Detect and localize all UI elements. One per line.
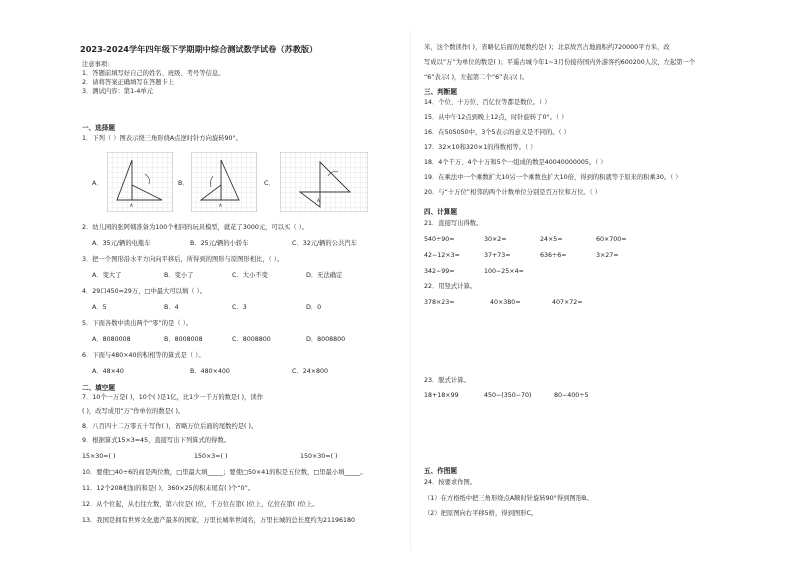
- q21-item: 100−25×4=: [484, 268, 524, 275]
- question-19: 19．在乘法中一个乘数扩大10另一个乘数也扩大10倍，得到的积就等于原来的积乘30。（ ）: [424, 174, 682, 181]
- q1-option-c: C．: [264, 180, 275, 187]
- q2-option-c: C．32元/辆的公共汽车: [292, 240, 357, 247]
- point-a-label: A: [317, 198, 320, 203]
- q22-item: 407×72=: [552, 299, 583, 306]
- q1-option-b: B．: [178, 180, 189, 187]
- q3-option-d: D．无法确定: [306, 272, 343, 279]
- q21-item: 3×27=: [596, 252, 619, 259]
- question-22: 22．用竖式计算。: [424, 283, 477, 290]
- question-3: 3．把一个图形沿水平方向向平移后，所得到的图形与原图形相比，（ ）。: [82, 256, 284, 263]
- q24-item-2: （2）把原图向右平移5格，得到图形C。: [424, 510, 538, 517]
- question-17: 17．32×10和320×1的得数相等。（ ）: [424, 144, 537, 151]
- question-24: 24．按要求作图。: [424, 479, 477, 486]
- question-5: 5．下面各数中读出两个“零”的是（ ）。: [82, 320, 193, 327]
- q1-grid-figure-c: [280, 152, 368, 212]
- question-13: 13．我国是拥有世界文化遗产最多的国家，万里长城举世闻名，万里长城的总长度约为21196180: [82, 517, 356, 524]
- point-a-label: A: [219, 203, 222, 208]
- q6-option-c: C．24×800: [292, 368, 329, 375]
- notes-heading: 注意事项：: [82, 61, 114, 68]
- question-23: 23．脱式计算。: [424, 377, 470, 384]
- question-13-cont-line3: “6”表示( )，左起第二个“6”表示( )。: [424, 74, 529, 81]
- question-6: 6．下面与480×40的积相等的算式是（ ）。: [82, 352, 205, 359]
- q9-item-3: 150×30=( ): [300, 453, 338, 460]
- q4-option-a: A．5: [92, 304, 107, 311]
- section-choice-heading: 一、选择题: [82, 124, 115, 132]
- q6-option-a: A．48×40: [92, 368, 124, 375]
- q1-grid-figure-b: [191, 152, 257, 212]
- question-18: 18．4个千万、4个十万和5个一组成的数是40040000005。（ ）: [424, 159, 607, 166]
- question-7-line2: ( )，改写成用“万”作单位的数是( )。: [82, 408, 185, 415]
- q2-option-a: A．35元/辆的电瓶车: [92, 240, 151, 247]
- note-item: 1．答题前填写好自己的姓名、班级、考号等信息。: [82, 70, 225, 77]
- q23-item: 18+18×99: [424, 392, 459, 399]
- q1-grid-figure-a: [107, 152, 173, 212]
- question-16: 16．在505050中，3个5表示的意义是不同的。（ ）: [424, 129, 570, 136]
- q21-item: 636÷6=: [540, 252, 567, 259]
- question-13-cont-line1: 米，这个数读作( )，省略亿后面的尾数约是( )；北京故宫占地面积约720000平方米，改: [424, 44, 670, 51]
- q22-item: 40×380=: [490, 299, 521, 306]
- question-21: 21．直接写出得数。: [424, 220, 483, 227]
- q9-item-2: 150×3=( ): [194, 453, 228, 460]
- q21-item: 60×700=: [596, 236, 627, 243]
- q5-option-a: A．8080008: [92, 336, 131, 343]
- point-a-label: A: [130, 203, 133, 208]
- q24-item-1: （1）在方格纸中把三角形绕点A顺时针旋转90°得到图形B。: [424, 495, 593, 502]
- section-draw-heading: 五、作图题: [424, 467, 457, 475]
- question-13-cont-line2: 写成以“万”为单位的数是( )；平遥古城今年1~3月份接待国内外游客约600200人次，左起第一个: [424, 59, 696, 66]
- note-item: 2．请将答案正确填写在答题卡上: [82, 79, 175, 86]
- q22-item: 378×23=: [424, 299, 455, 306]
- note-item: 3．测试内容：第1-4单元: [82, 88, 153, 95]
- question-11: 11．12个208相加的和是( )，360×25的积末尾有( )个“0”。: [82, 485, 255, 492]
- q21-item: 30×2=: [484, 236, 507, 243]
- question-20: 20．与“十万位”相邻的两个计数单位分别是百万位和万位。（ ）: [424, 189, 602, 196]
- column-divider: [410, 30, 411, 550]
- question-10: 10．要使□40÷6的商是两位数，□里最大填_____；要使□50×41的积是五位数，□里最小填_____。: [82, 469, 367, 476]
- q5-option-c: C．8008800: [232, 336, 271, 343]
- question-9: 9．根据算式15×3=45，直接写出下列算式的得数。: [82, 437, 230, 444]
- q4-option-c: C．3: [232, 304, 247, 311]
- question-1: 1．下列（ ）图表示绕三角形绕A点逆时针方向旋转90°。: [82, 135, 243, 142]
- q23-item: 80−400÷5: [554, 392, 589, 399]
- question-2: 2．幼儿园的张阿姨准备为100个相同的玩具模型，就花了3000元，可以买（ ）。: [82, 224, 309, 231]
- q21-item: 42−12×3=: [424, 252, 460, 259]
- q23-item: 450−(350−70): [484, 392, 532, 399]
- question-4: 4．29口450≈29万，□中最大可以填（ ）。: [82, 288, 206, 295]
- q3-option-c: C．大小不变: [232, 272, 268, 279]
- section-judge-heading: 三、判断题: [424, 88, 457, 96]
- q3-option-a: A．变大了: [92, 272, 122, 279]
- q21-item: 37+73=: [484, 252, 511, 259]
- q5-option-d: D．8008800: [306, 336, 346, 343]
- exam-title: 2023-2024学年四年级下学期期中综合测试数学试卷（苏教版）: [80, 44, 318, 54]
- question-8: 8．八百四十二万零五十写作( )，省略万位后面的尾数约是( )。: [82, 423, 258, 430]
- q9-item-1: 15×30=( ): [82, 453, 116, 460]
- q2-option-b: B．25元/辆的小轿车: [190, 240, 249, 247]
- q6-option-b: B．480×400: [190, 368, 230, 375]
- question-7-line1: 7．10个一万是( )，10个( )是1亿，比1少一千万的数是( )，读作: [82, 394, 264, 401]
- question-12: 12．从个位起，从右往左数，第六位是( )位，千万位在第( )位上，亿位在第( )位上。: [82, 501, 319, 508]
- q5-option-b: B．8008008: [164, 336, 203, 343]
- q4-option-d: D．0: [306, 304, 322, 311]
- q4-option-b: B．4: [164, 304, 179, 311]
- section-calc-heading: 四、计算题: [424, 208, 457, 216]
- q3-option-b: B．变小了: [164, 272, 194, 279]
- q21-item: 342−99=: [424, 268, 455, 275]
- section-fill-heading: 二、填空题: [82, 384, 115, 392]
- q21-item: 24×5=: [540, 236, 563, 243]
- q1-option-a: A．: [92, 180, 103, 187]
- question-14: 14．个位、十万位、百亿位等都是数位。（ ）: [424, 99, 551, 106]
- q21-item: 540÷90=: [424, 236, 455, 243]
- question-15: 15．从中午12点到晚上12点，时针旋转了0°。（ ）: [424, 114, 568, 121]
